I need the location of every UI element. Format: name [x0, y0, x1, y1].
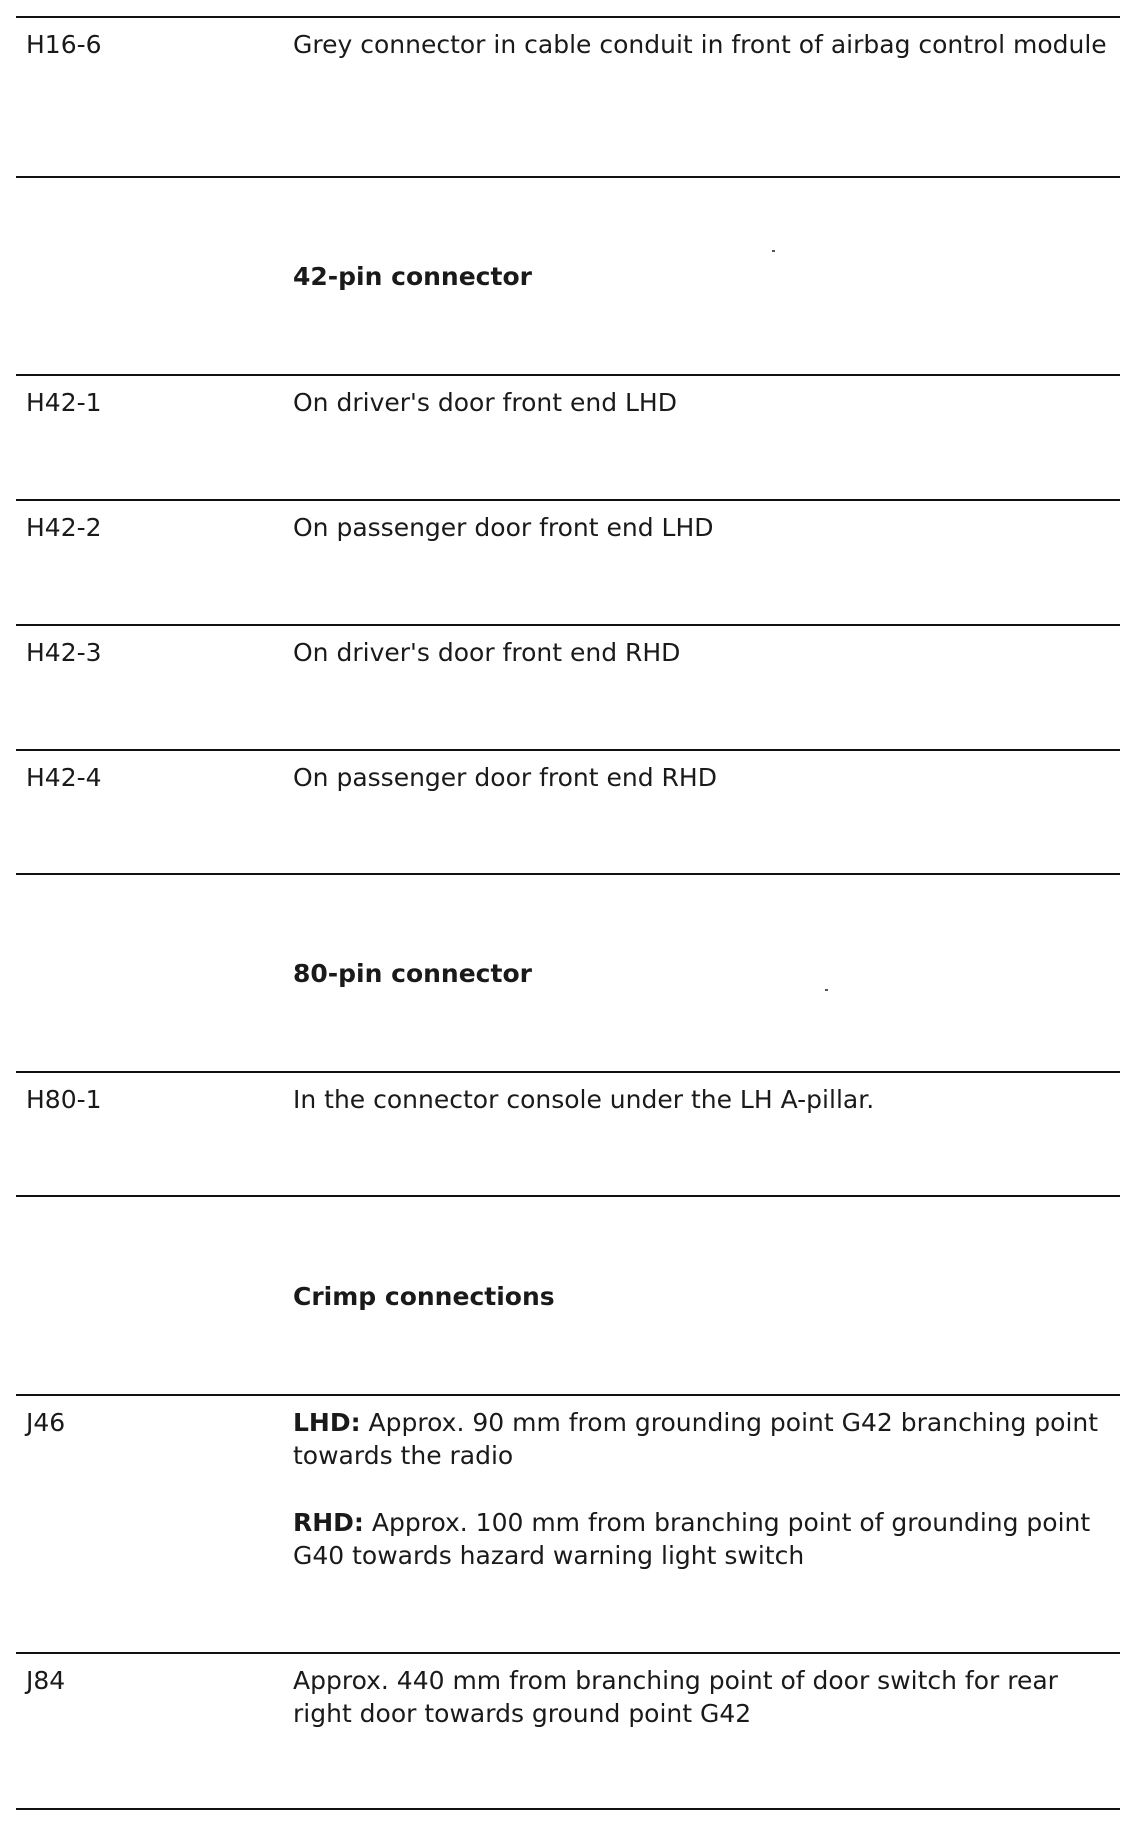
- connector-location: On passenger door front end RHD: [293, 763, 717, 792]
- scan-speck: [772, 250, 775, 252]
- scan-speck: [825, 989, 828, 991]
- connector-location: On driver's door front end LHD: [293, 388, 677, 417]
- connector-code: J84: [26, 1666, 66, 1695]
- connector-code: H42-2: [26, 513, 102, 542]
- lhd-paragraph: [293, 1406, 1119, 1472]
- rhd-text: Approx. 100 mm from branching point of grounding point G40 towards hazard warning light switch: [293, 1508, 1091, 1570]
- connector-location: In the connector console under the LH A-pillar.: [293, 1085, 875, 1114]
- connector-location: On passenger door front end LHD: [293, 513, 714, 542]
- connector-location: On driver's door front end RHD: [293, 638, 681, 667]
- table-rule: [16, 749, 1120, 751]
- table-rule: [16, 499, 1120, 501]
- table-rule: [16, 1808, 1120, 1810]
- lhd-label: LHD:: [293, 1408, 361, 1437]
- table-rule: [16, 16, 1120, 18]
- lhd-text: Approx. 90 mm from grounding point G42 branching point towards the radio: [293, 1408, 1099, 1470]
- table-rule: [16, 1394, 1120, 1396]
- table-rule: [16, 624, 1120, 626]
- connector-location: [293, 1406, 1119, 1572]
- table-rule: [16, 176, 1120, 178]
- connector-code: H42-3: [26, 638, 102, 667]
- connector-code: J46: [26, 1408, 66, 1437]
- connector-code: H80-1: [26, 1085, 102, 1114]
- rhd-paragraph: [293, 1506, 1119, 1572]
- section-heading-crimp: Crimp connections: [293, 1282, 555, 1311]
- connector-code: H42-4: [26, 763, 102, 792]
- table-rule: [16, 1195, 1120, 1197]
- section-heading-80-pin: 80-pin connector: [293, 959, 532, 988]
- section-heading-42-pin: 42-pin connector: [293, 262, 532, 291]
- table-rule: [16, 1071, 1120, 1073]
- connector-code: H16-6: [26, 30, 102, 59]
- rhd-label: RHD:: [293, 1508, 364, 1537]
- table-rule: [16, 1652, 1120, 1654]
- connector-code: H42-1: [26, 388, 102, 417]
- connector-location: Grey connector in cable conduit in front of airbag control module: [293, 30, 1107, 59]
- table-rule: [16, 374, 1120, 376]
- connector-location: Approx. 440 mm from branching point of door switch for rear right door towards ground point G42: [293, 1666, 1058, 1728]
- table-rule: [16, 873, 1120, 875]
